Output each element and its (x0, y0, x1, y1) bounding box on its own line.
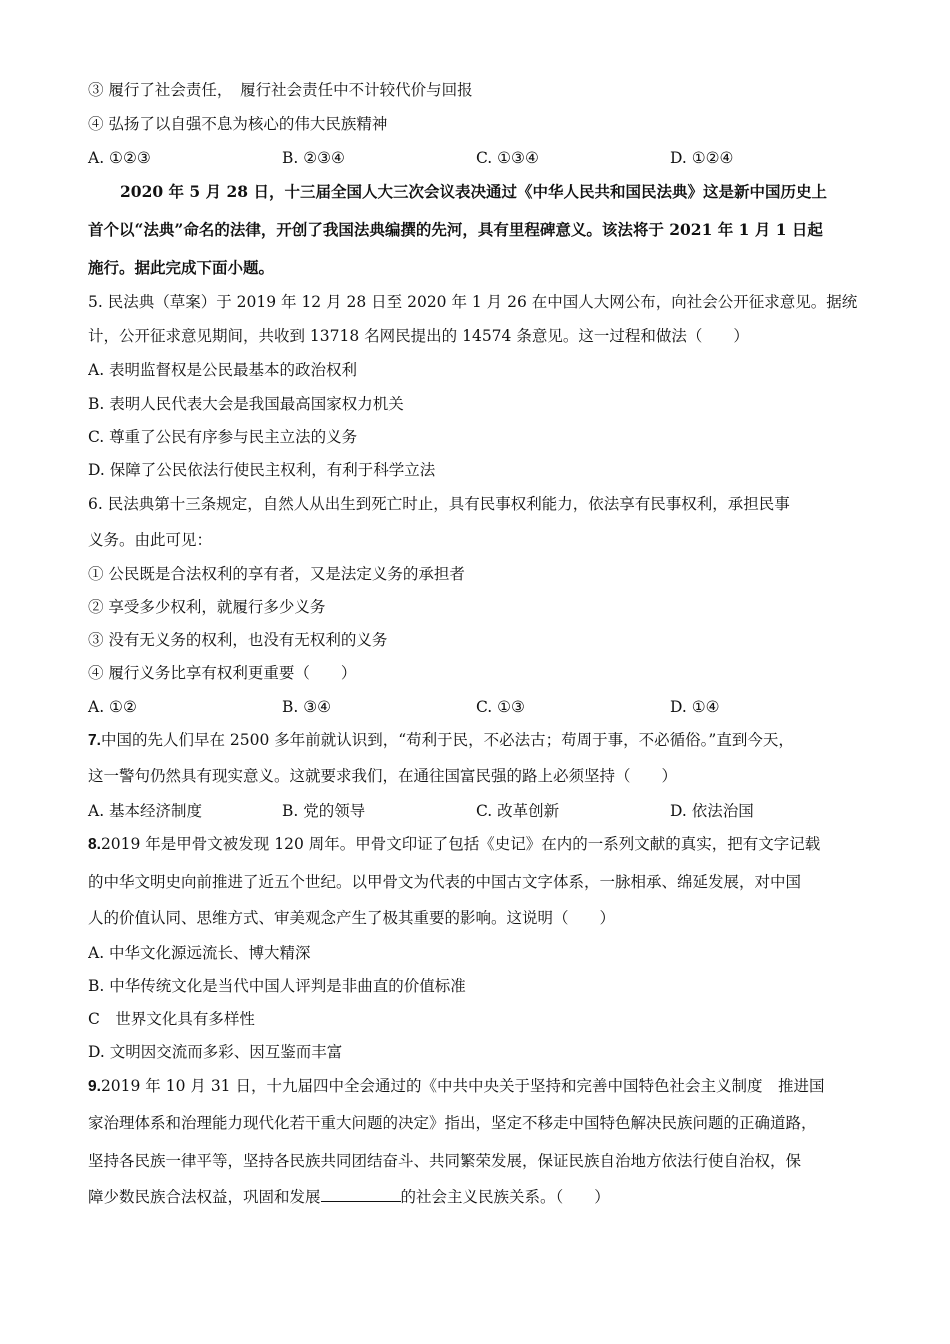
q9-stem-text: 2019 年 10 月 31 日，十九届四中全会通过的《中共中央关于坚持和完善中国特色社会主义制度 推进国 (100, 1077, 825, 1095)
passage-line-2: 首个以“法典”命名的法律，开创了我国法典编撰的先河，具有里程碑意义。该法将于 2021 年 1 月 1 日起 (88, 220, 823, 239)
q4-option-b: B. ②③④ (282, 149, 345, 167)
q5-stem-line-1: 5. 民法典（草案）于 2019 年 12 月 28 日至 2020 年 1 月 26 在中国人大网公布，向社会公开征求意见。据统 (88, 293, 858, 311)
q6-item-4: ④ 履行义务比享有权利更重要（ ） (88, 664, 357, 682)
q7-option-c: C. 改革创新 (476, 802, 560, 820)
q6-option-c: C. ①③ (476, 698, 525, 716)
q8-option-b: B. 中华传统文化是当代中国人评判是非曲直的价值标准 (88, 977, 466, 995)
passage-line-3: 施行。据此完成下面小题。 (88, 258, 275, 277)
q9-stem-line-2: 家治理体系和治理能力现代化若干重大问题的决定》指出，坚定不移走中国特色解决民族问题的正确道路， (88, 1114, 817, 1132)
q7-option-a: A. 基本经济制度 (88, 802, 203, 820)
q8-number: 8. (88, 836, 101, 853)
q7-number: 7. (88, 732, 101, 749)
q4-item-4: ④ 弘扬了以自强不息为核心的伟大民族精神 (88, 115, 388, 133)
q7-stem-text: 中国的先人们早在 2500 多年前就认识到，“苟利于民，不必法古；苟周于事，不必循俗。”直到今天， (100, 731, 794, 749)
q9-line4-before: 障少数民族合法权益，巩固和发展 (88, 1188, 321, 1206)
answer-blank[interactable] (321, 1187, 401, 1202)
q7-stem-line-2: 这一警句仍然具有现实意义。这就要求我们，在通往国富民强的路上必须坚持（ ） (88, 767, 678, 785)
q6-option-d: D. ①④ (670, 698, 720, 716)
q7-stem-line-1 (88, 730, 880, 751)
q6-option-a: A. ①② (88, 698, 137, 716)
q4-option-a: A. ①②③ (88, 149, 151, 167)
q8-stem-line-3: 人的价值认同、思维方式、审美观念产生了极其重要的影响。这说明（ ） (88, 909, 616, 927)
q6-item-1: ① 公民既是合法权利的享有者，又是法定义务的承担者 (88, 565, 465, 583)
q8-option-a: A. 中华文化源远流长、博大精深 (88, 944, 311, 962)
passage-line-1: 2020 年 5 月 28 日，十三届全国人大三次会议表决通过《中华人民共和国民法典》这是新中国历史上 (120, 182, 827, 201)
q8-option-d: D. 文明因交流而多彩、因互鉴而丰富 (88, 1043, 343, 1061)
q5-option-b: B. 表明人民代表大会是我国最高国家权力机关 (88, 395, 404, 413)
q8-stem-line-1 (88, 834, 880, 855)
q6-stem-line-1: 6. 民法典第十三条规定，自然人从出生到死亡时止，具有民事权利能力，依法享有民事权利，承担民事 (88, 495, 790, 513)
q4-option-c: C. ①③④ (476, 149, 539, 167)
q5-stem-line-2: 计，公开征求意见期间，共收到 13718 名网民提出的 14574 条意见。这一过程和做法（ ） (88, 327, 749, 345)
q9-stem-line-3: 坚持各民族一律平等，坚持各民族共同团结奋斗、共同繁荣发展，保证民族自治地方依法行使自治权，保 (88, 1152, 802, 1170)
q6-item-2: ② 享受多少权利，就履行多少义务 (88, 598, 326, 616)
q6-stem-line-2: 义务。由此可见： (88, 531, 213, 549)
q7-option-d: D. 依法治国 (670, 802, 754, 820)
q5-option-c: C. 尊重了公民有序参与民主立法的义务 (88, 428, 358, 446)
q6-item-3: ③ 没有无义务的权利，也没有无权利的义务 (88, 631, 388, 649)
q4-option-d: D. ①②④ (670, 149, 734, 167)
q9-stem-line-4 (88, 1187, 880, 1207)
q5-option-a: A. 表明监督权是公民最基本的政治权利 (88, 361, 358, 379)
q9-number: 9. (88, 1078, 101, 1095)
q4-item-3: ③ 履行了社会责任， 履行社会责任中不计较代价与回报 (88, 81, 473, 99)
q5-option-d: D. 保障了公民依法行使民主权利，有利于科学立法 (88, 461, 436, 479)
q9-line4-after: 的社会主义民族关系。（ ） (400, 1188, 610, 1206)
q8-stem-line-2: 的中华文明史向前推进了近五个世纪。以甲骨文为代表的中国古文字体系，一脉相承、绵延发展，对中国 (88, 873, 802, 891)
q8-stem-text: 2019 年是甲骨文被发现 120 周年。甲骨文印证了包括《史记》在内的一系列文献的真实，把有文字记载 (100, 835, 821, 853)
q6-option-b: B. ③④ (282, 698, 332, 716)
q8-option-c: C 世界文化具有多样性 (88, 1010, 255, 1028)
q7-option-b: B. 党的领导 (282, 802, 366, 820)
q9-stem-line-1 (88, 1076, 880, 1097)
